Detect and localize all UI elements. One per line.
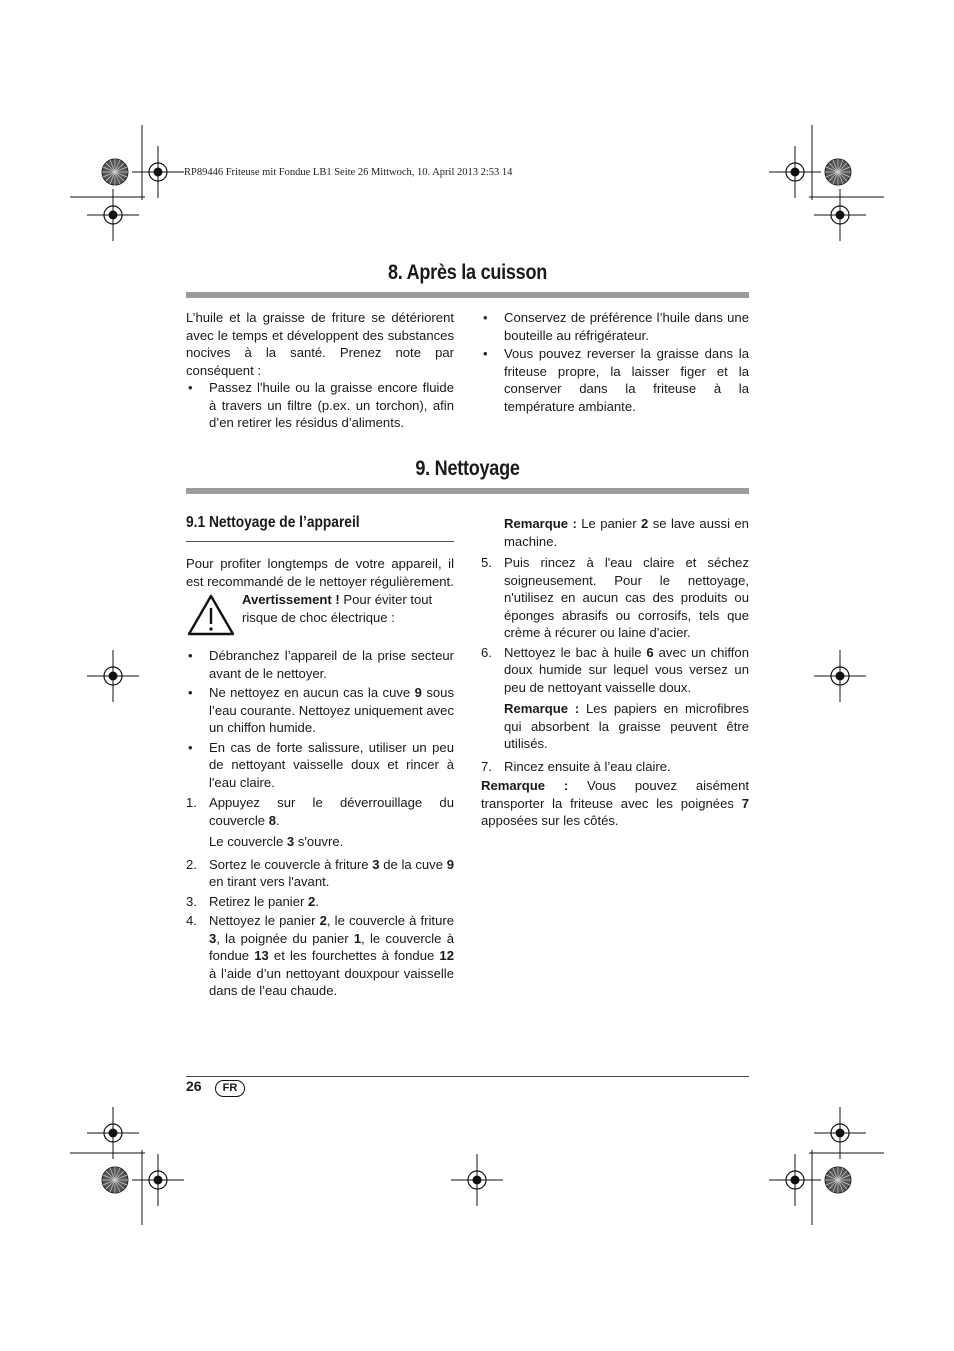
- page-number: 26: [186, 1078, 202, 1094]
- list-item: 5. Puis rincez à l'eau claire et séchez soigneusement. Pour le nettoyage, n'utilisez en aucun cas des produits ou éponges abrasifs ou corrosifs, tels que crème à récurer ou laine d'acier.: [481, 555, 749, 640]
- list-item: • Ne nettoyez en aucun cas la cuve 9 sous l’eau courante. Nettoyez uniquement avec un chiffon humide.: [188, 685, 454, 735]
- section-9-intro: Pour profiter longtemps de votre appareil, il est recommandé de le nettoyer régulièrement.: [186, 556, 454, 589]
- list-item: 2. Sortez le couvercle à friture 3 de la cuve 9 en tirant vers l'avant.: [186, 856, 454, 889]
- subsection-rule: [186, 541, 454, 542]
- remark: Remarque : Les papiers en microfibres qui absorbent la graisse peuvent être utilisés.: [504, 701, 749, 751]
- footer-rule: [186, 1076, 749, 1077]
- section-8-left-column: [186, 309, 454, 432]
- list-item: 3. Retirez le panier 2.: [186, 893, 319, 909]
- section-8-rule: [186, 292, 749, 298]
- section-8-intro: L’huile et la graisse de friture se détériorent avec le temps et développent des substances nocives à la santé. Prenez note par conséquent :: [186, 310, 454, 378]
- list-item: • En cas de forte salissure, utiliser un peu de nettoyant vaisselle doux et rincer à l'eau claire.: [188, 739, 454, 790]
- section-9-title: 9. Nettoyage: [415, 457, 520, 480]
- warning-triangle-icon: [186, 593, 236, 637]
- language-badge: FR: [215, 1080, 245, 1097]
- list-item: 7. Rincez ensuite à l’eau claire.: [481, 758, 671, 774]
- list-item: • Débranchez l’appareil de la prise secteur avant de le nettoyer.: [188, 648, 454, 681]
- remark: Remarque : Le panier 2 se lave aussi en machine.: [504, 516, 749, 549]
- list-item: 1. Appuyez sur le déverrouillage du couvercle 8.: [186, 795, 454, 828]
- remark: Remarque : Vous pouvez aisément transporter la friteuse avec les poignées 7 apposées sur les côtés.: [481, 778, 749, 828]
- step-note: Le couvercle 3 s'ouvre.: [209, 834, 344, 849]
- list-item: • Conservez de préférence l’huile dans une bouteille au réfrigérateur.: [483, 310, 749, 343]
- warning-text: Avertissement ! Pour éviter tout risque de choc électrique :: [242, 592, 433, 625]
- print-slug: RP89446 Friteuse mit Fondue LB1 Seite 26 Mittwoch, 10. April 2013 2:53 14: [184, 167, 513, 178]
- list-item: 4. Nettoyez le panier 2, le couvercle à friture 3, la poignée du panier 1, le couvercle à fondue 13 et les fourchettes à fondue 12 à l’aide d’un nettoyant douxpour vaisselle dans de l’eau chaude.: [186, 913, 454, 998]
- section-9-right-column: [481, 515, 749, 830]
- subsection-9-1-title: 9.1 Nettoyage de l’appareil: [186, 514, 360, 531]
- section-8-right-column: [481, 309, 749, 415]
- section-9-left-column: [186, 555, 454, 1000]
- list-item: • Vous pouvez reverser la graisse dans la friteuse propre, la laisser figer et la conserver dans la friteuse à la température ambiante.: [483, 346, 749, 414]
- section-9-rule: [186, 488, 749, 494]
- section-8-title: 8. Après la cuisson: [387, 261, 548, 284]
- list-item: • Passez l'huile ou la graisse encore fluide à travers un filtre (p.ex. un torchon), afin d’en retirer les résidus d’aliments.: [188, 380, 454, 430]
- list-item: 6. Nettoyez le bac à huile 6 avec un chiffon doux humide sur lequel vous versez un peu de nettoyant vaisselle doux.: [481, 644, 749, 695]
- warning-block: [186, 591, 454, 647]
